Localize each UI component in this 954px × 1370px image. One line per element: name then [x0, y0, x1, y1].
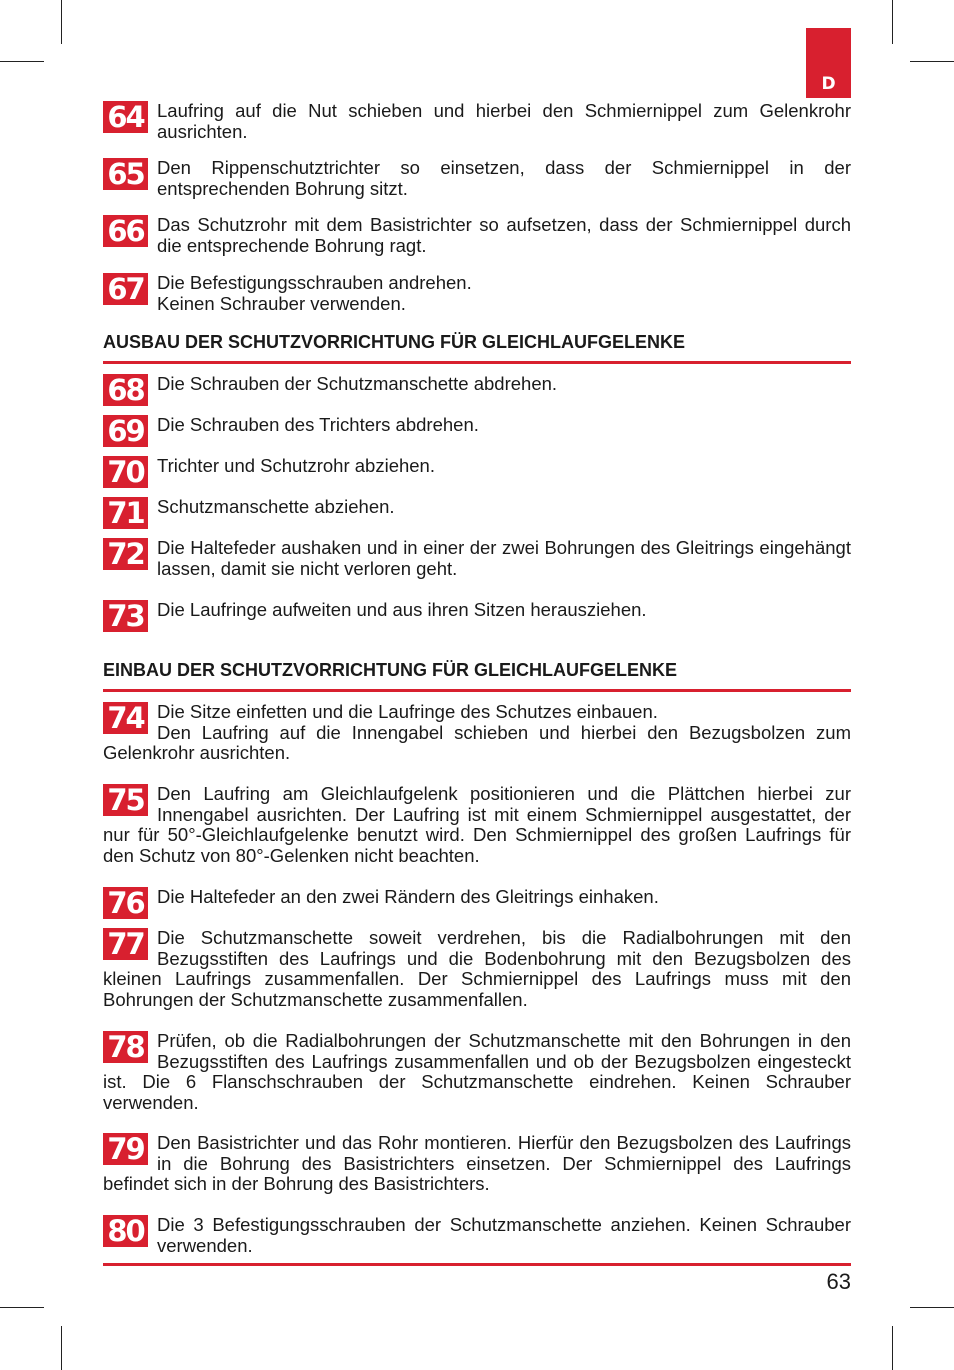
step-number-badge: 64 — [103, 101, 148, 133]
step-number-badge: 75 — [103, 784, 148, 816]
footer-divider — [103, 1263, 851, 1266]
step-77 — [103, 928, 851, 1010]
step-number-badge: 76 — [103, 887, 148, 919]
step-text: Den Rippenschutztrichter so einsetzen, dass der Schmiernippel in der entsprechenden Bohrung sitzt. — [157, 157, 851, 199]
step-number-badge: 70 — [103, 456, 148, 488]
section-title: EINBAU DER SCHUTZVORRICHTUNG FÜR GLEICHLAUFGELENKE — [103, 659, 851, 692]
step-text: Die Schrauben des Trichters abdrehen. — [157, 414, 479, 435]
crop-mark — [910, 61, 954, 62]
step-number-badge: 78 — [103, 1031, 148, 1063]
step-79 — [103, 1133, 851, 1195]
step-number-badge: 66 — [103, 215, 148, 247]
step-number-badge: 68 — [103, 374, 148, 406]
step-text: Die Sitze einfetten und die Laufringe des Schutzes einbauen. Den Laufring auf die Innengabel schieben und hierbei den Bezugsbolzen zum Gelenkrohr ausrichten. — [103, 701, 851, 763]
step-number-badge: 80 — [103, 1215, 148, 1247]
step-text: Die Schrauben der Schutzmanschette abdrehen. — [157, 373, 558, 394]
step-69 — [103, 415, 851, 447]
step-71 — [103, 497, 851, 529]
section-heading-installation — [103, 659, 851, 692]
step-65 — [103, 158, 851, 199]
step-number-badge: 65 — [103, 158, 148, 190]
step-text: Laufring auf die Nut schieben und hierbei den Schmiernippel zum Gelenkrohr ausrichten. — [157, 100, 851, 142]
step-text: Trichter und Schutzrohr abziehen. — [157, 455, 435, 476]
step-number-badge: 73 — [103, 600, 148, 632]
crop-mark — [0, 61, 44, 62]
step-number-badge: 72 — [103, 538, 148, 570]
step-66 — [103, 215, 851, 256]
step-text: Die Haltefeder aushaken und in einer der zwei Bohrungen des Gleitrings eingehängt lassen, damit sie nicht verloren geht. — [157, 537, 851, 579]
step-number-badge: 71 — [103, 497, 148, 529]
step-text: Schutzmanschette abziehen. — [157, 496, 395, 517]
language-tab: D — [806, 28, 851, 98]
step-text: Prüfen, ob die Radialbohrungen der Schutzmanschette mit den Bohrungen in den Bezugsstiften des Laufrings zusammenfallen und ob der Bezugsbolzen eingesteckt ist. Die 6 Flanschschrauben der Schutzmanschette eindrehen. Keinen Schrauber verwenden. — [103, 1030, 851, 1113]
step-number-badge: 69 — [103, 415, 148, 447]
step-text: Die 3 Befestigungsschrauben der Schutzmanschette anziehen. Keinen Schrauber verwenden. — [157, 1214, 851, 1256]
step-number-badge: 79 — [103, 1133, 148, 1165]
crop-mark — [61, 1326, 62, 1370]
crop-mark — [910, 1307, 954, 1308]
step-number-badge: 74 — [103, 702, 148, 734]
step-73 — [103, 600, 851, 632]
step-number-badge: 77 — [103, 928, 148, 960]
step-70 — [103, 456, 851, 488]
step-76 — [103, 887, 851, 919]
step-text: Den Basistrichter und das Rohr montieren. Hierfür den Bezugsbolzen des Laufrings in die Bohrung des Basistrichters einsetzen. Der Schmiernippel des Laufrings befindet sich in der Bohrung des Basistrichters. — [103, 1132, 851, 1194]
step-number-badge: 67 — [103, 273, 148, 305]
step-75 — [103, 784, 851, 866]
page-number: 63 — [826, 1269, 851, 1294]
crop-mark — [0, 1307, 44, 1308]
step-80 — [103, 1215, 851, 1256]
crop-mark — [892, 0, 893, 44]
step-text: Das Schutzrohr mit dem Basistrichter so aufsetzen, dass der Schmiernippel durch die entsprechende Bohrung ragt. — [157, 214, 851, 256]
step-text: Die Befestigungsschrauben andrehen. Keinen Schrauber verwenden. — [157, 272, 472, 314]
crop-mark — [61, 0, 62, 44]
crop-mark — [892, 1326, 893, 1370]
step-text: Die Schutzmanschette soweit verdrehen, bis die Radialbohrungen mit den Bezugsstiften des Laufrings und die Bodenbohrung mit den Bezugsbolzen des kleinen Laufrings zusammenfallen. Der Schmiernippel des Laufrings muss mit den Bohrungen der Schutzmanschette zusammenfallen. — [103, 927, 851, 1010]
step-64 — [103, 101, 851, 142]
step-text: Die Haltefeder an den zwei Rändern des Gleitrings einhaken. — [157, 886, 659, 907]
step-text: Den Laufring am Gleichlaufgelenk positionieren und die Plättchen hierbei zur Innengabel ausrichten. Der Laufring ist mit einem Schmiernippel ausgestattet, der nur für 50°-Gleichlaufgelenke benutzt wird. Den Schmiernippel des großen Laufrings für den Schutz von 80°-Gelenken nicht beachten. — [103, 783, 851, 866]
step-text: Die Laufringe aufweiten und aus ihren Sitzen herausziehen. — [157, 599, 647, 620]
step-72 — [103, 538, 851, 579]
step-68 — [103, 374, 851, 406]
step-78 — [103, 1031, 851, 1113]
section-heading-removal — [103, 331, 851, 364]
step-67 — [103, 273, 851, 314]
section-title: AUSBAU DER SCHUTZVORRICHTUNG FÜR GLEICHLAUFGELENKE — [103, 331, 851, 364]
step-74 — [103, 702, 851, 764]
